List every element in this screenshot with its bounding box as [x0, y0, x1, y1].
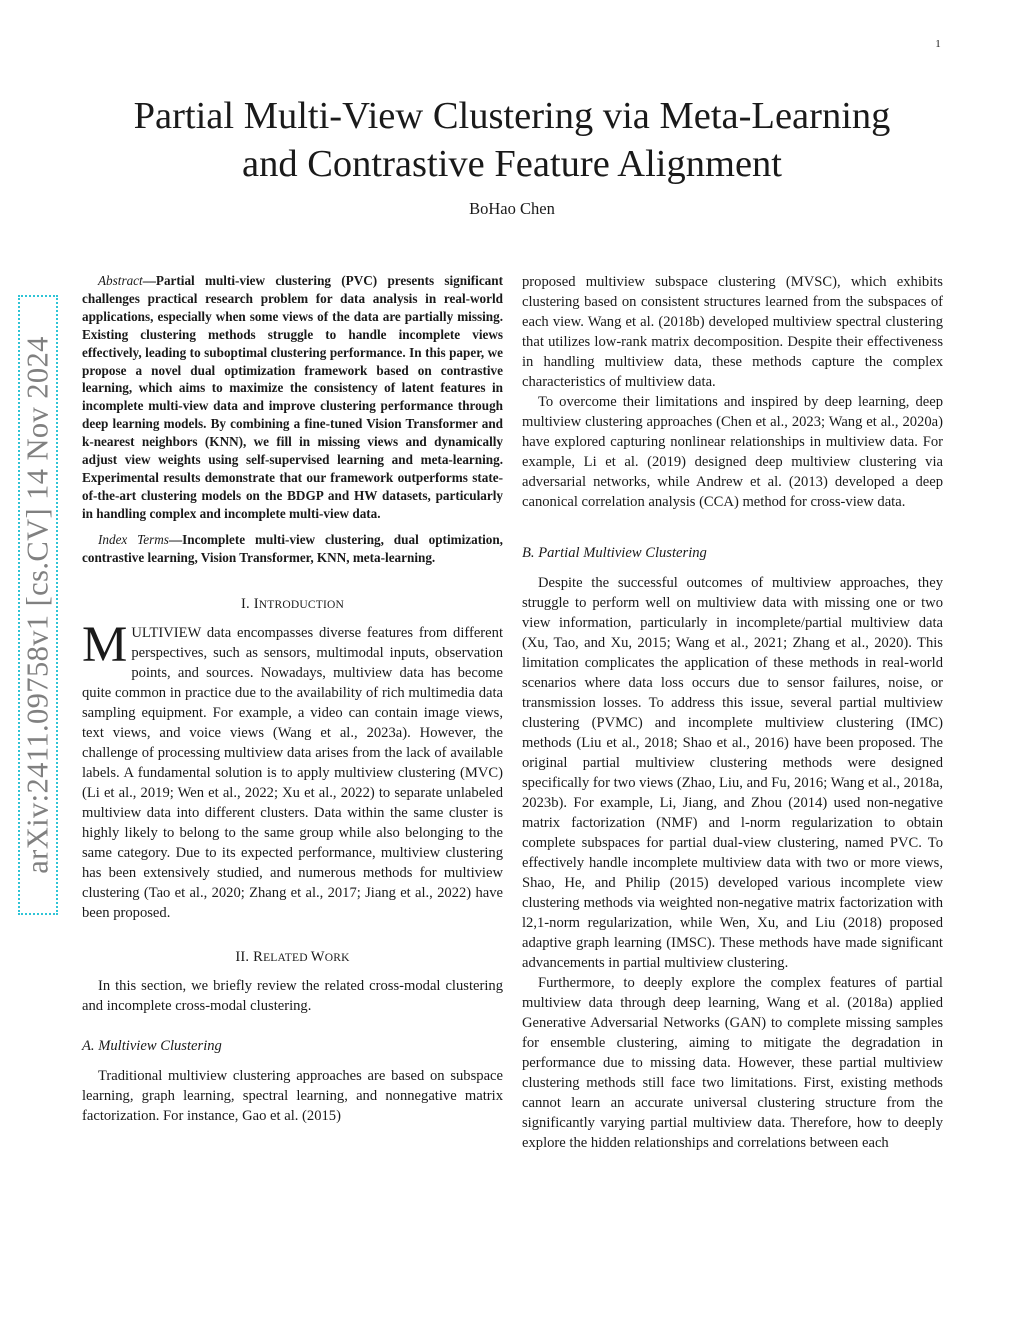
index-terms-text: —Incomplete multi-view clustering, dual optimization, contrastive learning, Vision Transformer, KNN, meta-learning. — [82, 531, 503, 565]
section-heading-related-work — [82, 947, 503, 968]
index-terms-label: Index Terms — [98, 531, 169, 547]
author-name: BoHao Chen — [469, 199, 555, 218]
index-terms — [82, 531, 503, 567]
right-column — [522, 272, 943, 1153]
title-line-2: and Contrastive Feature Alignment — [242, 143, 782, 185]
section-title-rest: NTRODUCTION — [258, 598, 345, 611]
section-title-rest: ORK — [324, 951, 350, 964]
arxiv-side-stamp[interactable] — [18, 295, 58, 915]
left-column — [82, 272, 503, 1126]
introduction-paragraph — [82, 616, 503, 923]
subsection-heading-multiview-clustering: A. Multiview Clustering — [82, 1037, 222, 1054]
section-numeral: I. — [240, 595, 254, 612]
abstract — [82, 272, 503, 523]
partial-multiview-paragraph: Despite the successful outcomes of multiview approaches, they struggle to perform well on multiview data with missing one or two view information, particularly in incomplete/partial multiview data (Xu, Tao, and Xu, 2015; Wang et al., 2021; Zhang et al., 2020). This limitation complicates the application of these methods in real-world scenarios where data loss occurs due to sensor failures, noise, or transmission losses. To address this issue, several partial multiview clustering (PVMC) and incomplete multiview clustering (IMC) methods (Liu et al., 2018; Shao et al., 2016) have been proposed. The original partial multiview clustering methods were designed specifically for two views (Zhao, Liu, and Fu, 2016; Wang et al., 2018a, 2023b). For example, Li, Jiang, and Zhou (2014) used non-negative matrix factorization (NMF) and l-norm regularization to obtain complete subspaces for partial dual-view clustering, named PVC. To effectively handle incomplete multiview data with two or more views, Shao, He, and Philip (2015) developed various incomplete view clustering methods via weighted non-negative matrix factorization with l2,1-norm regularization, while Wen, Xu, and Liu (2018) proposed adaptive graph learning (IMSC). These methods have made significant advancements in partial multiview clustering. — [522, 575, 943, 971]
section-title-rest: ELATED — [263, 951, 311, 964]
section-numeral: II. — [235, 948, 254, 965]
arxiv-identifier: arXiv:2411.09758v1 [cs.CV] 14 Nov 2024 — [20, 336, 55, 874]
deep-partial-multiview-paragraph: Furthermore, to deeply explore the complex features of partial multiview data through deep learning, Wang et al. (2018a) applied Generative Adversarial Networks (GAN) to complete missing samples for ensemble clustering, aiming to mitigate the degradation in performance due to missing data. However, these partial multiview clustering methods still face two limitations. First, existing methods cannot learn an accurate universal clustering structure from the significantly varying partial multiview data. Therefore, how to deeply explore the hidden relationships and correlations between each — [522, 975, 943, 1151]
drop-cap: M — [82, 616, 128, 673]
section-title-initial: W — [310, 948, 325, 965]
multiview-clustering-continued: proposed multiview subspace clustering (MVSC), which exhibits clustering based on consistent structures learned from the subspaces of each view. Wang et al. (2018b) developed multiview spectral clustering that utilizes low-rank matrix decomposition. Despite their effectiveness in handling multiview data, these methods capture the complex characteristics of multiview data. — [522, 274, 943, 390]
subsection-heading-partial-multiview: B. Partial Multiview Clustering — [522, 545, 707, 561]
paper-title — [70, 92, 954, 188]
deep-multiview-paragraph: To overcome their limitations and inspired by deep learning, deep multiview clustering approaches (Chen et al., 2023; Wang et al., 2020a) have explored capturing nonlinear relationships in multiview data. For example, Li et al. (2019) designed deep multiview clustering via adversarial networks, while Andrew et al. (2013) developed a deep canonical correlation analysis (CCA) method for cross-view data. — [522, 394, 943, 510]
title-line-1: Partial Multi-View Clustering via Meta-Learning — [133, 95, 891, 137]
related-work-intro: In this section, we briefly review the related cross-modal clustering and incomplete cross-modal clustering. — [82, 977, 503, 1014]
multiview-clustering-paragraph: Traditional multiview clustering approaches are based on subspace learning, graph learning, spectral learning, and nonnegative matrix factorization. For instance, Gao et al. (2015) — [82, 1067, 503, 1124]
abstract-text: —Partial multi-view clustering (PVC) presents significant challenges practical research problem for data analysis in real-world applications, especially when some views of the data are partially missing. Existing clustering methods struggle to handle incomplete views effectively, leading to suboptimal clustering performance. In this paper, we propose a novel dual optimization framework based on contrastive learning, which aims to maximize the consistency of latent features in incomplete multi-view data and improve clustering performance through deep learning models. By combining a fine-tuned Vision Transformer and k-nearest neighbors (KNN), we fill in missing views and dynamically adjust view weights using self-supervised learning and meta-learning. Experimental results demonstrate that our framework outperforms state-of-the-art clustering models on the BDGP and HW datasets, particularly in handling complex and incomplete multi-view data. — [82, 273, 503, 521]
abstract-label: Abstract — [98, 273, 143, 288]
introduction-text: ULTIVIEW data encompasses diverse features from different perspectives, such as sensors, multimodal inputs, observation points, and sources. Nowadays, multiview data has become quite common in practice due to the availability of rich multimedia data sampling equipment. For example, a video can contain image views, text views, and voice views (Wang et al., 2023a). However, the challenge of processing multiview data arises from the lack of available labels. A fundamental solution is to apply multiview clustering (MVC) (Li et al., 2019; Wen et al., 2022; Xu et al., 2022) to separate unlabeled multiview data into different clusters. Data within the same cluster is highly likely to belong to the same group while also belonging to the same category. Due to its expected performance, multiview clustering has been extensively studied, and numerous methods for multiview clustering (Tao et al., 2020; Zhang et al., 2017; Jiang et al., 2022) have been proposed. — [82, 624, 503, 921]
section-title-initial: R — [253, 948, 264, 965]
page-number: 1 — [935, 38, 941, 50]
section-title-initial: I — [253, 595, 259, 612]
section-heading-introduction — [82, 594, 503, 615]
